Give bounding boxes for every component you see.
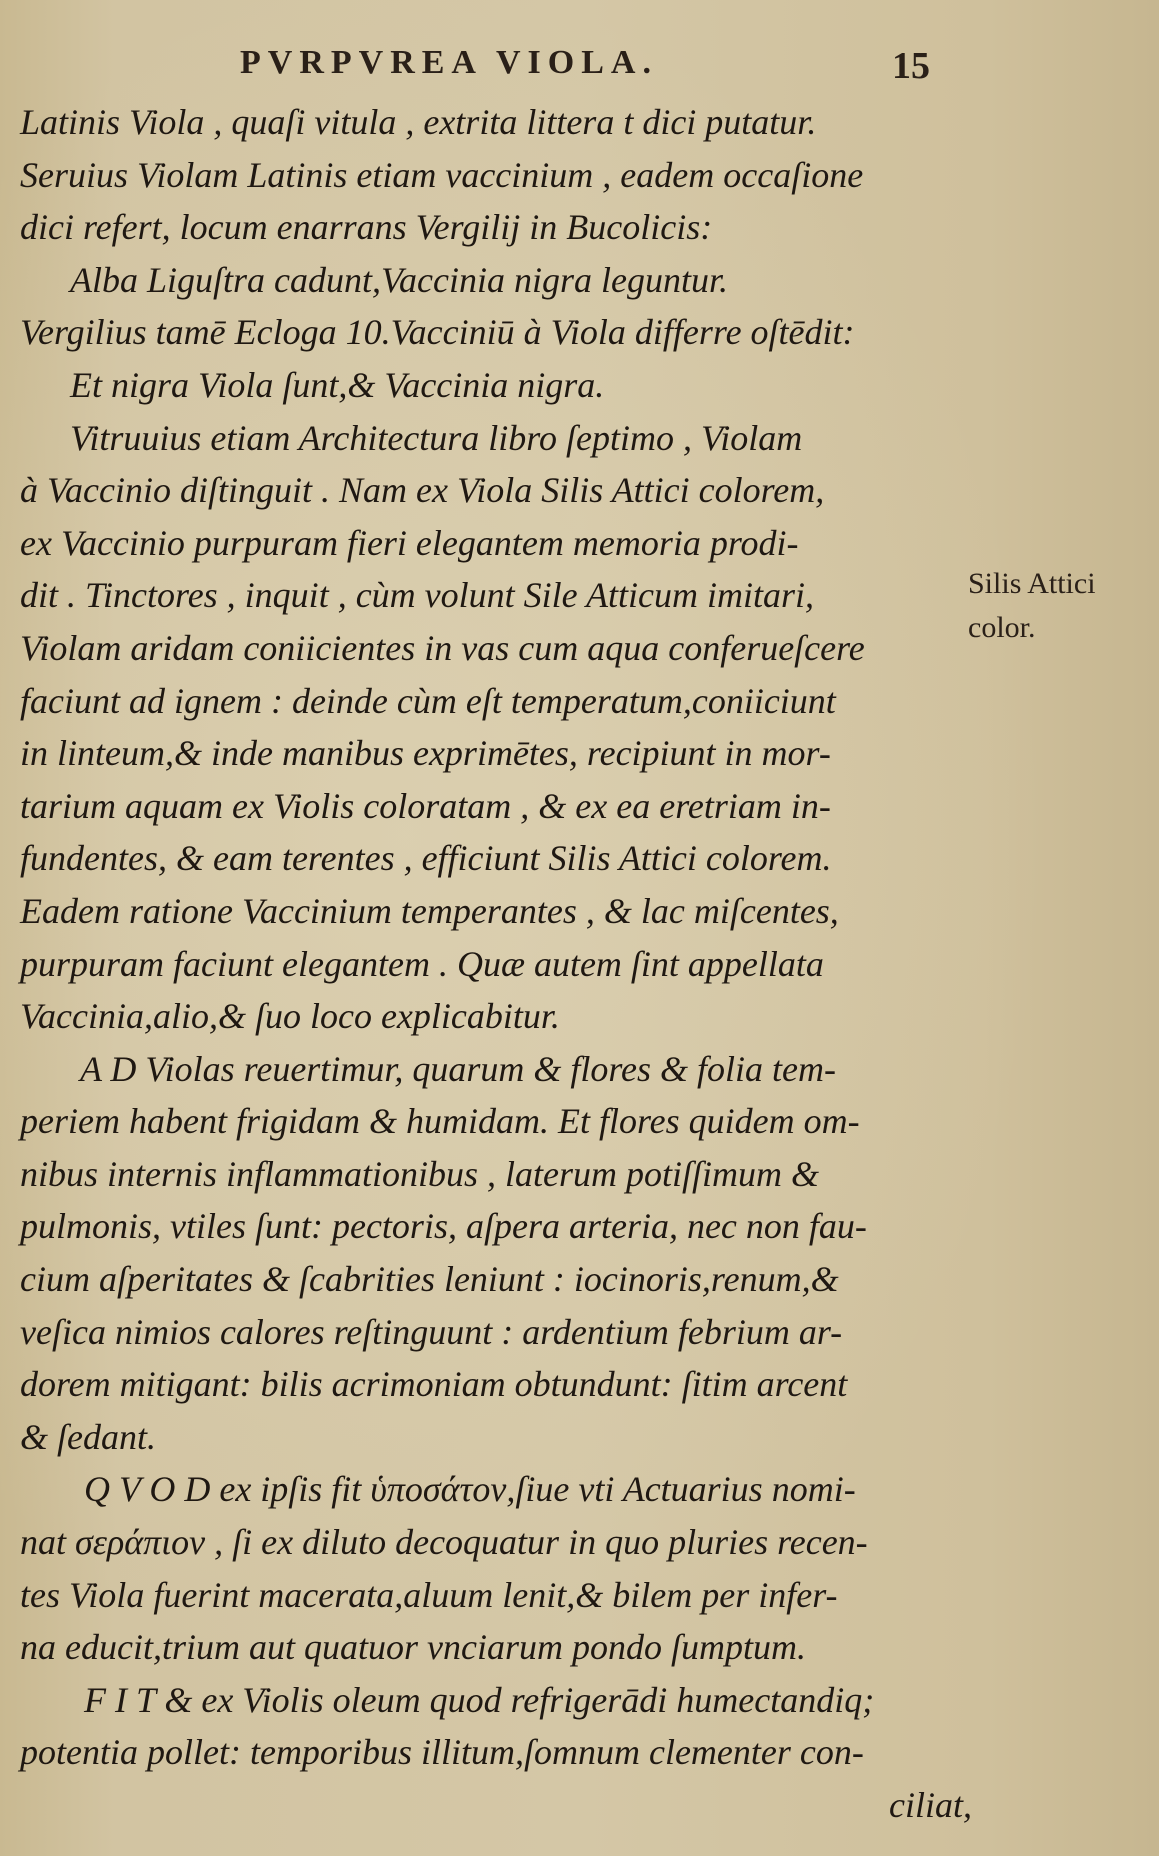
page-number: 15 <box>892 45 930 87</box>
text-line: veſica nimios calores reſtinguunt : ardentium febrium ar- <box>20 1311 843 1352</box>
text-line: na educit,trium aut quatuor vnciarum pondo ſumptum. <box>20 1627 806 1668</box>
text-line: dici refert, locum enarrans Vergilij in Bucolicis: <box>20 207 713 248</box>
text-line: Seruius Violam Latinis etiam vaccinium , eadem occaſione <box>20 154 864 195</box>
text-line: nat σεράπιον , ſi ex diluto decoquatur in quo pluries recen- <box>20 1522 868 1563</box>
text-line: purpuram faciunt elegantem . Quæ autem ſint appellata <box>20 943 824 984</box>
text-line: Vergilius tamē Ecloga 10.Vacciniū à Viola differre oſtēdit: <box>20 312 855 353</box>
page-header <box>240 44 960 90</box>
text-line: pulmonis, vtiles ſunt: pectoris, aſpera arteria, nec non fau- <box>20 1206 867 1247</box>
catchword-line: ciliat, <box>889 1785 972 1825</box>
marginal-note-line: color. <box>968 611 1036 644</box>
text-line: potentia pollet: temporibus illitum,ſomnum clementer con- <box>20 1732 864 1773</box>
body-text <box>20 96 980 1832</box>
text-line: Vaccinia,alio,& ſuo loco explicabitur. <box>20 996 560 1037</box>
paragraph-start-line: Q V O D ex ipſis fit ὑποσάτον,ſiue vti Actuarius nomi- <box>84 1469 856 1510</box>
text-line: dorem mitigant: bilis acrimoniam obtundunt: ſitim arcent <box>20 1364 848 1405</box>
text-line: Eadem ratione Vaccinium temperantes , & lac miſcentes, <box>20 890 839 931</box>
text-line: periem habent frigidam & humidam. Et flores quidem om- <box>20 1101 860 1142</box>
text-line: in linteum,& inde manibus exprimētes, recipiunt in mor- <box>20 733 831 774</box>
text-line: Latinis Viola , quaſi vitula , extrita littera t dici putatur. <box>20 102 817 142</box>
verse-quote-line: Alba Liguſtra cadunt,Vaccinia nigra leguntur. <box>70 259 728 300</box>
running-title: PVRPVREA VIOLA. <box>240 44 658 81</box>
text-line: ex Vaccinio purpuram fieri elegantem memoria prodi- <box>20 522 799 563</box>
text-line: à Vaccinio diſtinguit . Nam ex Viola Silis Attici colorem, <box>20 470 825 511</box>
paragraph-start-line: A D Violas reuertimur, quarum & flores & folia tem- <box>80 1048 836 1089</box>
marginal-note-line: Silis Attici <box>968 567 1096 600</box>
text-line: nibus internis inflammationibus , laterum potiſſimum & <box>20 1153 820 1194</box>
marginal-note <box>968 562 1158 650</box>
text-line: tarium aquam ex Violis coloratam , & ex ea eretriam in- <box>20 785 831 826</box>
text-line: tes Viola fuerint macerata,aluum lenit,& bilem per infer- <box>20 1574 838 1615</box>
paragraph-start-line: Vitruuius etiam Architectura libro ſeptimo , Violam <box>70 417 803 458</box>
text-line: Violam aridam coniicientes in vas cum aqua conferueſcere <box>20 627 865 668</box>
text-line: faciunt ad ignem : deinde cùm eſt temperatum,coniiciunt <box>20 680 836 721</box>
text-line: dit . Tinctores , inquit , cùm volunt Sile Atticum imitari, <box>20 575 814 616</box>
text-line: fundentes, & eam terentes , efficiunt Silis Attici colorem. <box>20 838 832 879</box>
text-line: & ſedant. <box>20 1416 156 1457</box>
text-line: cium aſperitates & ſcabrities leniunt : iocinoris,renum,& <box>20 1259 839 1300</box>
verse-quote-line: Et nigra Viola ſunt,& Vaccinia nigra. <box>70 364 605 405</box>
paragraph-start-line: F I T & ex Violis oleum quod refrigerādi humectandiq; <box>84 1679 875 1720</box>
